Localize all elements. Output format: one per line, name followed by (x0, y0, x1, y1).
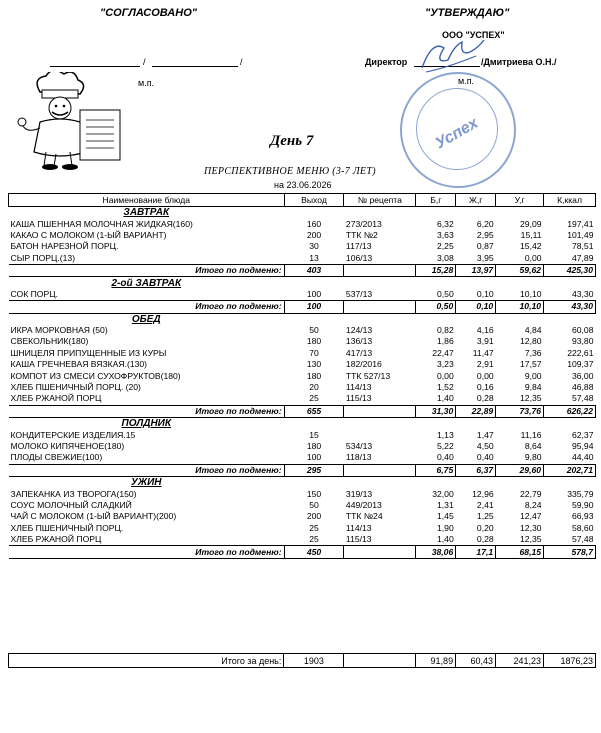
subtotal-label: Итого по подменю: (9, 301, 285, 313)
dish-carbs: 12,80 (520, 336, 542, 347)
mp-right: м.п. (458, 76, 475, 86)
dish-row (9, 441, 596, 452)
dish-output: 130 (306, 359, 322, 370)
dish-recipe: 124/13 (345, 325, 373, 336)
empty-cell (456, 313, 496, 325)
empty-cell (496, 418, 544, 430)
empty-cell (416, 418, 456, 430)
empty-cell (416, 476, 456, 488)
dish-name: БАТОН НАРЕЗНОЙ ПОРЦ. (10, 241, 119, 252)
dish-output: 180 (306, 336, 322, 347)
approved-right-label: "УТВЕРЖДАЮ" (425, 7, 510, 19)
dish-fat: 3,95 (476, 252, 494, 263)
menu-title: ПЕРСПЕКТИВНОЕ МЕНЮ (3-7 ЛЕТ) (204, 166, 376, 177)
dish-name: ХЛЕБ РЖАНОЙ ПОРЦ (10, 534, 102, 545)
dish-row (9, 348, 596, 359)
dish-recipe: 537/13 (345, 288, 373, 299)
dish-fat: 2,41 (476, 499, 494, 510)
dish-protein: 0,50 (437, 288, 454, 299)
dish-kcal: 57,48 (571, 534, 594, 545)
dish-row (9, 241, 596, 252)
dish-protein: 1,52 (437, 382, 454, 393)
dish-row (9, 500, 596, 511)
dish-row (9, 429, 596, 440)
empty-cell (344, 207, 416, 219)
dish-name: КАША ПШЕННАЯ МОЛОЧНАЯ ЖИДКАЯ(160) (10, 218, 193, 229)
dish-output: 180 (306, 370, 322, 381)
subtotal-kcal: 626,22 (544, 405, 596, 417)
meal-name: ПОЛДНИК (121, 418, 172, 430)
dish-recipe: 114/13 (345, 382, 372, 393)
col-kcal: К,ккал (544, 194, 596, 207)
empty-cell (284, 418, 344, 430)
dish-output: 50 (309, 499, 319, 510)
dish-kcal: 93,80 (571, 336, 594, 347)
dish-name: КАША ГРЕЧНЕВАЯ ВЯЗКАЯ.(130) (10, 359, 148, 370)
meal-name: УЖИН (131, 477, 162, 489)
empty-cell (496, 476, 544, 488)
subtotal-output: 450 (284, 546, 344, 558)
dish-carbs: 11,16 (520, 429, 542, 440)
dish-output: 30 (309, 241, 319, 252)
dish-name: ЧАЙ С МОЛОКОМ (1-ЫЙ ВАРИАНТ)(200) (10, 511, 177, 522)
empty-cell (344, 476, 416, 488)
dish-output: 100 (306, 452, 322, 463)
dish-kcal: 44,40 (571, 452, 594, 463)
dish-recipe: ТТК №2 (345, 229, 378, 240)
dish-name: КОНДИТЕРСКИЕ ИЗДЕЛИЯ.15 (10, 429, 136, 440)
dish-fat: 0,10 (476, 288, 494, 299)
empty-cell (544, 277, 596, 289)
day-total-row (9, 654, 596, 668)
dish-row (9, 289, 596, 301)
signature-line-middle (152, 66, 238, 67)
subtotal-protein: 0,50 (416, 301, 456, 313)
col-protein: Б,г (416, 194, 456, 207)
dish-output: 200 (306, 229, 322, 240)
dish-row (9, 382, 596, 393)
subtotal-kcal: 43,30 (544, 301, 596, 313)
dish-row (9, 393, 596, 405)
dish-row (9, 230, 596, 241)
subtotal-output: 295 (284, 464, 344, 476)
empty-cell (416, 277, 456, 289)
meal-header-row (9, 207, 596, 219)
dish-kcal: 36,00 (571, 370, 594, 381)
dish-carbs: 22,79 (520, 488, 542, 499)
subtotal-carbs: 59,62 (496, 264, 544, 276)
dish-kcal: 57,48 (571, 393, 594, 404)
day-total-table (8, 653, 596, 668)
dish-recipe: 417/13 (345, 347, 373, 358)
dish-protein: 1,31 (437, 499, 454, 510)
dish-protein: 1,13 (437, 429, 454, 440)
empty-cell (456, 207, 496, 219)
subtotal-label: Итого по подменю: (9, 464, 285, 476)
dish-kcal: 47,89 (571, 252, 594, 263)
dish-output: 25 (309, 522, 319, 533)
dish-fat: 0,00 (476, 370, 494, 381)
dish-protein: 0,00 (437, 370, 454, 381)
meal-name: ОБЕД (131, 313, 161, 325)
dish-carbs: 12,47 (520, 511, 542, 522)
dish-recipe: 118/13 (345, 452, 372, 463)
director-name: /Дмитриева О.Н./ (481, 57, 557, 67)
dish-carbs: 0,00 (524, 252, 542, 263)
dish-kcal: 46,88 (571, 382, 594, 393)
day-total-carbs: 241,23 (496, 654, 544, 668)
subtotal-label: Итого по подменю: (9, 264, 285, 276)
empty-cell (456, 476, 496, 488)
dish-output: 50 (309, 325, 319, 336)
dish-carbs: 8,64 (524, 441, 542, 451)
subtotal-output: 100 (284, 301, 344, 313)
subtotal-row (9, 264, 596, 276)
subtotal-fat: 13,97 (456, 264, 496, 276)
chef-illustration (10, 72, 125, 172)
dish-output: 25 (309, 534, 319, 545)
dish-kcal: 66,93 (571, 511, 594, 522)
col-carbs: У,г (496, 194, 544, 207)
empty-cell (544, 418, 596, 430)
dish-output: 70 (309, 347, 319, 358)
dish-name: СОУС МОЛОЧНЫЙ СЛАДКИЙ (10, 499, 132, 510)
mp-left: м.п. (138, 78, 155, 88)
dish-protein: 1,40 (437, 534, 454, 545)
dish-output: 25 (309, 393, 319, 404)
empty-cell (456, 418, 496, 430)
col-output: Выход (284, 194, 344, 207)
day-total-kcal: 1876,23 (544, 654, 596, 668)
day-total-fat: 60,43 (456, 654, 496, 668)
subtotal-label: Итого по подменю: (9, 546, 285, 558)
dish-name: ПЛОДЫ СВЕЖИЕ(100) (10, 452, 103, 463)
empty-cell (496, 277, 544, 289)
dish-name: СОК ПОРЦ. (10, 288, 58, 299)
subtotal-output: 655 (284, 405, 344, 417)
dish-carbs: 9,00 (524, 370, 542, 381)
dish-row (9, 253, 596, 265)
slash-1: / (143, 57, 146, 67)
dish-recipe: ТТК №24 (345, 511, 383, 522)
dish-protein: 1,86 (437, 336, 454, 347)
meal-name: 2-ой ЗАВТРАК (111, 277, 182, 289)
subtotal-recipe (344, 264, 416, 276)
dish-kcal: 59,90 (571, 499, 594, 510)
dish-row (9, 359, 596, 370)
subtotal-row (9, 546, 596, 558)
dish-protein: 2,25 (437, 241, 454, 252)
subtotal-kcal: 578,7 (544, 546, 596, 558)
dish-row (9, 534, 596, 546)
dish-kcal: 60,08 (571, 325, 594, 336)
empty-cell (416, 207, 456, 219)
dish-recipe (344, 429, 416, 440)
subtotal-fat: 22,89 (456, 405, 496, 417)
dish-recipe: 136/13 (345, 336, 373, 347)
empty-cell (344, 313, 416, 325)
meal-name: ЗАВТРАК (123, 207, 170, 219)
dish-fat: 6,20 (476, 218, 494, 229)
dish-carbs: 9,80 (524, 452, 542, 463)
dish-carbs: 17,57 (520, 359, 542, 370)
dish-output: 15 (309, 429, 319, 440)
subtotal-row (9, 405, 596, 417)
dish-carbs: 4,84 (524, 325, 542, 336)
empty-cell (456, 277, 496, 289)
dish-protein: 1,45 (437, 511, 454, 522)
empty-cell (416, 313, 456, 325)
empty-cell (344, 277, 416, 289)
dish-name: КОМПОТ ИЗ СМЕСИ СУХОФРУКТОВ(180) (10, 370, 181, 381)
empty-cell (496, 207, 544, 219)
dish-kcal: 43,30 (571, 288, 594, 299)
dish-kcal: 95,94 (571, 441, 594, 451)
empty-cell (284, 476, 344, 488)
dish-recipe: 115/13 (345, 534, 372, 545)
empty-cell (544, 207, 596, 219)
day-total-recipe (344, 654, 416, 668)
subtotal-fat: 0,10 (456, 301, 496, 313)
menu-date: на 23.06.2026 (274, 180, 332, 190)
subtotal-row (9, 301, 596, 313)
dish-fat: 0,16 (476, 382, 494, 393)
dish-row (9, 488, 596, 499)
subtotal-fat: 17,1 (456, 546, 496, 558)
director-label: Директор (365, 57, 408, 67)
dish-carbs: 15,11 (520, 229, 542, 240)
dish-row (9, 325, 596, 336)
subtotal-protein: 6,75 (416, 464, 456, 476)
meal-header-row (9, 418, 596, 430)
dish-carbs: 10,10 (520, 288, 542, 299)
dish-fat: 0,28 (476, 534, 494, 545)
dish-protein: 32,00 (432, 488, 454, 499)
dish-name: ХЛЕБ ПШЕНИЧНЫЙ ПОРЦ. (20) (10, 382, 141, 393)
dish-fat: 2,95 (476, 229, 494, 240)
dish-fat: 4,16 (476, 325, 494, 336)
subtotal-carbs: 68,15 (496, 546, 544, 558)
meal-header-row (9, 277, 596, 289)
meal-header-row (9, 476, 596, 488)
dish-output: 13 (309, 252, 319, 263)
dish-name: ХЛЕБ ПШЕНИЧНЫЙ ПОРЦ. (10, 522, 124, 533)
dish-recipe: 117/13 (345, 241, 372, 252)
seal-text: Успех (432, 114, 482, 153)
subtotal-recipe (344, 405, 416, 417)
dish-protein: 3,23 (437, 359, 454, 370)
dish-row (9, 511, 596, 522)
subtotal-protein: 31,30 (416, 405, 456, 417)
subtotal-row (9, 464, 596, 476)
empty-cell (544, 313, 596, 325)
dish-row (9, 218, 596, 229)
dish-kcal: 109,37 (567, 359, 594, 370)
col-fat: Ж,г (456, 194, 496, 207)
subtotal-recipe (344, 464, 416, 476)
dish-recipe: 449/2013 (345, 499, 382, 510)
dish-recipe: ТТК 527/13 (345, 370, 391, 381)
dish-row (9, 452, 596, 464)
meal-header-row (9, 313, 596, 325)
dish-recipe: 534/13 (345, 441, 373, 451)
dish-kcal: 62,37 (571, 429, 594, 440)
dish-name: МОЛОКО КИПЯЧЕНОЕ(180) (10, 441, 125, 451)
dish-output: 200 (306, 511, 322, 522)
day-total-output: 1903 (284, 654, 344, 668)
signature-line-left (50, 66, 140, 67)
dish-kcal: 222,61 (567, 347, 594, 358)
dish-name: ЗАПЕКАНКА ИЗ ТВОРОГА(150) (10, 488, 137, 499)
day-total-label: Итого за день: (9, 654, 284, 668)
dish-recipe: 319/13 (345, 488, 373, 499)
dish-kcal: 101,49 (567, 229, 594, 240)
subtotal-kcal: 202,71 (544, 464, 596, 476)
dish-fat: 1,25 (476, 511, 494, 522)
dish-kcal: 78,51 (571, 241, 594, 252)
column-header-row (9, 194, 596, 207)
dish-output: 100 (306, 288, 322, 299)
empty-cell (284, 207, 344, 219)
subtotal-protein: 38,06 (416, 546, 456, 558)
dish-kcal: 197,41 (567, 218, 594, 229)
dish-name: КАКАО С МОЛОКОМ (1-ЫЙ ВАРИАНТ) (10, 229, 167, 240)
empty-cell (496, 313, 544, 325)
day-total-protein: 91,89 (416, 654, 456, 668)
dish-fat: 0,40 (476, 452, 494, 463)
subtotal-kcal: 425,30 (544, 264, 596, 276)
dish-output: 20 (309, 382, 319, 393)
dish-carbs: 12,35 (520, 534, 542, 545)
dish-protein: 6,32 (437, 218, 454, 229)
dish-protein: 1,40 (437, 393, 454, 404)
dish-row (9, 336, 596, 347)
dish-protein: 5,22 (437, 441, 454, 451)
dish-fat: 0,87 (476, 241, 494, 252)
col-dish-name: Наименование блюда (9, 194, 285, 207)
day-title: День 7 (270, 133, 314, 149)
dish-name: СВЕКОЛЬНИК(180) (10, 336, 89, 347)
dish-carbs: 7,36 (524, 347, 542, 358)
dish-carbs: 12,35 (520, 393, 542, 404)
company-name: ООО "УСПЕХ" (442, 30, 505, 40)
subtotal-recipe (344, 546, 416, 558)
dish-protein: 1,90 (437, 522, 454, 533)
dish-protein: 3,63 (437, 229, 454, 240)
dish-carbs: 15,42 (520, 241, 542, 252)
dish-recipe: 114/13 (345, 522, 372, 533)
subtotal-protein: 15,28 (416, 264, 456, 276)
dish-kcal: 58,60 (571, 522, 594, 533)
empty-cell (544, 476, 596, 488)
menu-table (8, 193, 596, 559)
dish-fat: 2,91 (476, 359, 494, 370)
dish-output: 180 (306, 441, 322, 451)
dish-name: СЫР ПОРЦ.(13) (10, 252, 76, 263)
subtotal-carbs: 10,10 (496, 301, 544, 313)
dish-output: 160 (306, 218, 322, 229)
empty-cell (284, 277, 344, 289)
dish-recipe: 106/13 (345, 252, 373, 263)
dish-row (9, 370, 596, 381)
dish-protein: 3,08 (437, 252, 454, 263)
dish-fat: 1,47 (476, 429, 494, 440)
empty-cell (284, 313, 344, 325)
subtotal-recipe (344, 301, 416, 313)
dish-output: 150 (306, 488, 322, 499)
subtotal-label: Итого по подменю: (9, 405, 285, 417)
company-seal (400, 72, 516, 188)
col-recipe: № рецепта (344, 194, 416, 207)
dish-recipe: 273/2013 (345, 218, 382, 229)
subtotal-carbs: 29,60 (496, 464, 544, 476)
dish-carbs: 12,30 (520, 522, 542, 533)
dish-fat: 0,20 (476, 522, 494, 533)
dish-row (9, 523, 596, 534)
dish-fat: 11,47 (472, 347, 494, 358)
dish-name: ИКРА МОРКОВНАЯ (50) (10, 325, 108, 336)
dish-carbs: 29,09 (520, 218, 542, 229)
dish-recipe: 182/2016 (345, 359, 382, 370)
empty-cell (344, 418, 416, 430)
dish-name: ШНИЦЕЛЯ ПРИПУЩЕННЫЕ ИЗ КУРЫ (10, 347, 167, 358)
subtotal-carbs: 73,76 (496, 405, 544, 417)
dish-fat: 3,91 (476, 336, 494, 347)
dish-fat: 0,28 (476, 393, 494, 404)
dish-protein: 0,40 (437, 452, 454, 463)
dish-kcal: 335,79 (567, 488, 594, 499)
subtotal-fat: 6,37 (456, 464, 496, 476)
dish-name: ХЛЕБ РЖАНОЙ ПОРЦ (10, 393, 102, 404)
dish-protein: 0,82 (437, 325, 454, 336)
slash-2: / (240, 57, 243, 67)
subtotal-output: 403 (284, 264, 344, 276)
approved-left-label: "СОГЛАСОВАНО" (100, 7, 197, 19)
dish-carbs: 9,84 (524, 382, 542, 393)
dish-carbs: 8,24 (524, 499, 542, 510)
dish-recipe: 115/13 (345, 393, 372, 404)
dish-fat: 4,50 (476, 441, 494, 451)
dish-protein: 22,47 (432, 347, 454, 358)
dish-fat: 12,96 (472, 488, 494, 499)
